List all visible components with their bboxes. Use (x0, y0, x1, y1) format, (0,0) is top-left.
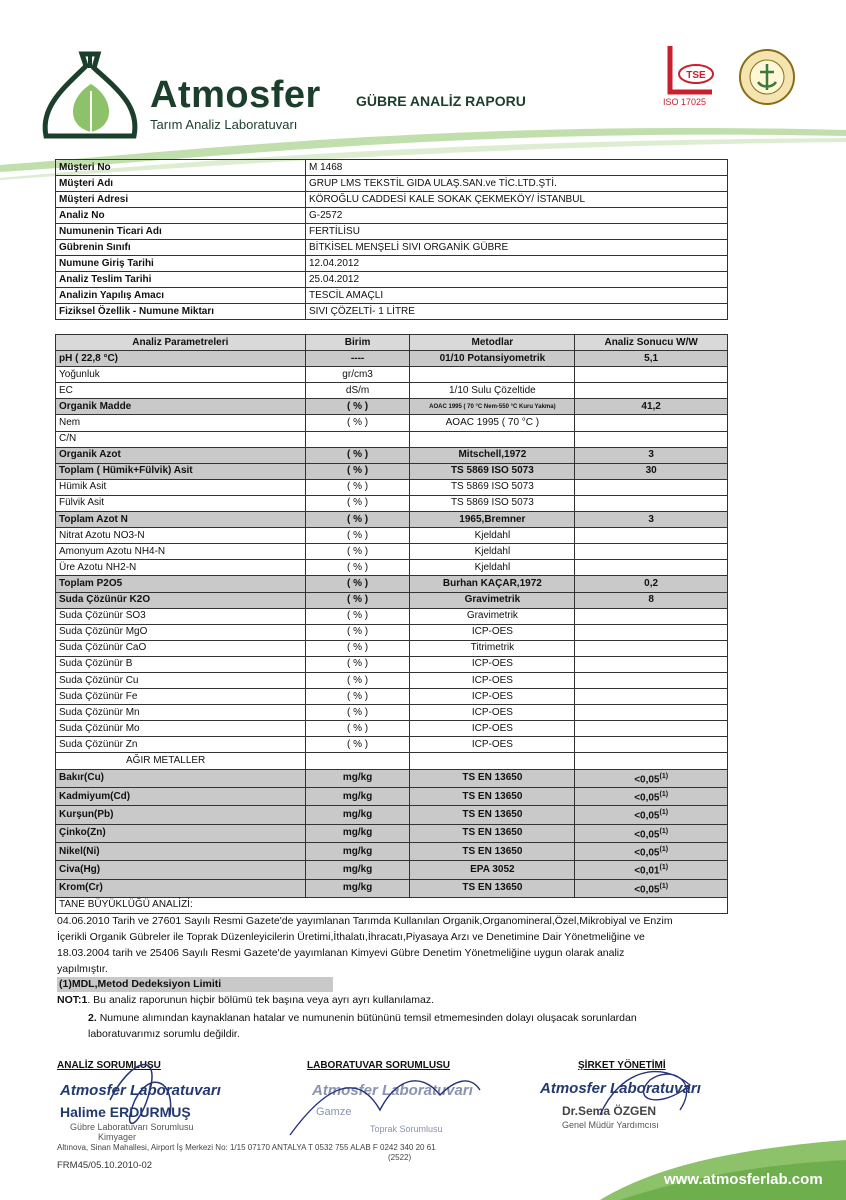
param-cell: Organik Azot (56, 447, 306, 463)
result-cell (575, 824, 728, 842)
unit-cell: mg/kg (305, 824, 410, 842)
param-cell: Organik Madde (56, 399, 306, 415)
result-footnote: (1) (659, 772, 669, 780)
result-cell (575, 705, 728, 721)
company-management-heading: ŞİRKET YÖNETİMİ (578, 1060, 666, 1071)
analysis-row (56, 383, 728, 399)
result-cell (575, 351, 728, 367)
unit-cell: ( % ) (305, 737, 410, 753)
footer-address-2: (2522) (388, 1153, 412, 1162)
result-value: 41,2 (641, 400, 661, 412)
result-cell (575, 656, 728, 672)
analysis-row (56, 463, 728, 479)
unit-cell (305, 431, 410, 447)
analysis-row (56, 753, 728, 769)
unit-cell: ( % ) (305, 495, 410, 511)
method-cell: TS EN 13650 (410, 769, 575, 787)
result-cell (575, 721, 728, 737)
brand-name: Atmosfer (150, 74, 321, 116)
info-value: 25.04.2012 (306, 272, 728, 288)
result-value: <0,01 (634, 865, 660, 877)
info-row (56, 224, 728, 240)
unit-cell: ( % ) (305, 689, 410, 705)
analysis-row (56, 447, 728, 463)
analysis-row (56, 415, 728, 431)
unit-cell: ---- (305, 351, 410, 367)
method-cell: TS EN 13650 (410, 787, 575, 805)
col-header-unit: Birim (305, 335, 410, 351)
analysis-row (56, 576, 728, 592)
info-label: Numune Giriş Tarihi (56, 256, 306, 272)
method-cell: 1/10 Sulu Çözeltide (410, 383, 575, 399)
param-cell: Kadmiyum(Cd) (56, 787, 306, 805)
info-value: G-2572 (306, 208, 728, 224)
info-value: KÖROĞLU CADDESİ KALE SOKAK ÇEKMEKÖY/ İSTANBUL (306, 192, 728, 208)
result-cell (575, 528, 728, 544)
analysis-row (56, 842, 728, 860)
method-cell: TS 5869 ISO 5073 (410, 479, 575, 495)
result-value: <0,05 (634, 810, 660, 822)
analysis-row (56, 721, 728, 737)
result-cell (575, 399, 728, 415)
note-1 (57, 993, 434, 1007)
result-footnote: (1) (659, 827, 669, 835)
param-cell: Toplam Azot N (56, 512, 306, 528)
method-cell: TS 5869 ISO 5073 (410, 463, 575, 479)
result-footnote: (1) (659, 864, 669, 872)
unit-cell: ( % ) (305, 656, 410, 672)
director-name: Dr.Sema ÖZGEN (562, 1104, 657, 1118)
info-label: Müşteri Adresi (56, 192, 306, 208)
method-cell: Burhan KAÇAR,1972 (410, 576, 575, 592)
info-row (56, 304, 728, 320)
analysis-row (56, 689, 728, 705)
info-value: SIVI ÇÖZELTİ- 1 LİTRE (306, 304, 728, 320)
result-cell (575, 842, 728, 860)
analyst-role-2: Kimyager (98, 1132, 137, 1142)
param-cell: AĞIR METALLER (56, 753, 306, 769)
analysis-row (56, 544, 728, 560)
method-cell: ICP-OES (410, 624, 575, 640)
info-label: Analiz Teslim Tarihi (56, 272, 306, 288)
info-row (56, 192, 728, 208)
param-cell: Krom(Cr) (56, 879, 306, 897)
unit-cell: ( % ) (305, 528, 410, 544)
analysis-row (56, 495, 728, 511)
note-1-text: . Bu analiz raporunun hiçbir bölümü tek başına veya ayrı ayrı kullanılamaz. (87, 994, 435, 1006)
regulation-paragraph: 04.06.2010 Tarih ve 27601 Sayılı Resmi Gazete'de yayımlanan Tarımda Kullanılan Organik,Organomineral,Özel,Mikrobiyal ve Enzim İçerikli Organik Gübreler ile Toprak Düzenleyicilerin Üretimi,İthalatı,İhracatı,Piyasaya Arzı ve Denetimine Dair Yönetmeliğine ve 18.03.2004 tarih ve 25406 Sayılı Resmi Gazete'de yayımlanan Kimyevi Gübre Denetim Yönetmeliğine uygun olarak analiz yapılmıştır. (57, 915, 673, 975)
info-row (56, 288, 728, 304)
company-stamp: Atmosfer Laboratuvarı (540, 1080, 701, 1097)
result-cell (575, 689, 728, 705)
method-cell: EPA 3052 (410, 861, 575, 879)
param-cell: Yoğunluk (56, 367, 306, 383)
result-cell (575, 753, 728, 769)
param-cell: Amonyum Azotu NH4-N (56, 544, 306, 560)
info-row (56, 208, 728, 224)
result-cell (575, 512, 728, 528)
analysis-row (56, 705, 728, 721)
info-label: Analiz No (56, 208, 306, 224)
tse-logo-text: TSE (686, 70, 706, 81)
param-cell: pH ( 22,8 °C) (56, 351, 306, 367)
result-cell (575, 495, 728, 511)
analyst-stamp: Atmosfer Laboratuvarı (60, 1082, 221, 1099)
result-cell (575, 806, 728, 824)
param-cell: Suda Çözünür Cu (56, 672, 306, 688)
param-cell: Hümik Asit (56, 479, 306, 495)
param-cell: Fülvik Asit (56, 495, 306, 511)
result-cell (575, 624, 728, 640)
method-cell: ICP-OES (410, 721, 575, 737)
grain-size-row (56, 897, 728, 913)
analysis-row (56, 399, 728, 415)
param-cell: Nikel(Ni) (56, 842, 306, 860)
result-value: 5,1 (644, 352, 659, 364)
analysis-header-row (56, 335, 728, 351)
info-row (56, 272, 728, 288)
analysis-row (56, 431, 728, 447)
result-cell (575, 544, 728, 560)
note-2-label: 2. (88, 1012, 97, 1024)
method-cell: TS EN 13650 (410, 824, 575, 842)
unit-cell: mg/kg (305, 861, 410, 879)
info-label: Gübrenin Sınıfı (56, 240, 306, 256)
result-cell (575, 576, 728, 592)
unit-cell: ( % ) (305, 640, 410, 656)
param-cell: Suda Çözünür Mo (56, 721, 306, 737)
method-cell: Mitschell,1972 (410, 447, 575, 463)
analysis-row (56, 861, 728, 879)
result-footnote: (1) (659, 845, 669, 853)
unit-cell: ( % ) (305, 479, 410, 495)
result-cell (575, 415, 728, 431)
result-cell (575, 592, 728, 608)
param-cell: Toplam ( Hümik+Fülvik) Asit (56, 463, 306, 479)
lab-responsible-heading: LABORATUVAR SORUMLUSU (307, 1060, 450, 1071)
info-value: M 1468 (306, 160, 728, 176)
info-label: Müşteri No (56, 160, 306, 176)
info-label: Müşteri Adı (56, 176, 306, 192)
param-cell: Suda Çözünür CaO (56, 640, 306, 656)
method-cell: ICP-OES (410, 689, 575, 705)
col-header-result: Analiz Sonucu W/W (575, 335, 728, 351)
report-title: GÜBRE ANALİZ RAPORU (356, 93, 526, 109)
footer-address: Altınova, Sinan Mahallesi, Airport İş Merkezi No: 1/15 07170 ANTALYA T 0532 755 ALAB F 0242 340 20 61 (57, 1143, 436, 1152)
unit-cell: mg/kg (305, 787, 410, 805)
method-cell: TS EN 13650 (410, 879, 575, 897)
result-cell (575, 672, 728, 688)
info-value: TESCİL AMAÇLI (306, 288, 728, 304)
param-cell: Toplam P2O5 (56, 576, 306, 592)
param-cell: C/N (56, 431, 306, 447)
result-cell (575, 608, 728, 624)
analysis-row (56, 512, 728, 528)
brand-subtitle: Tarım Analiz Laboratuvarı (150, 117, 298, 132)
result-cell (575, 737, 728, 753)
analysis-row (56, 608, 728, 624)
param-cell: Bakır(Cu) (56, 769, 306, 787)
website-link[interactable]: www.atmosferlab.com (664, 1171, 823, 1188)
info-row (56, 256, 728, 272)
result-cell (575, 560, 728, 576)
ministry-seal-icon (738, 48, 796, 106)
method-cell (410, 431, 575, 447)
info-row (56, 176, 728, 192)
analysis-row (56, 656, 728, 672)
analysis-row (56, 769, 728, 787)
analysis-table (55, 334, 728, 914)
param-cell: Civa(Hg) (56, 861, 306, 879)
unit-cell: gr/cm3 (305, 367, 410, 383)
param-cell: Suda Çözünür Mn (56, 705, 306, 721)
param-cell: EC (56, 383, 306, 399)
info-value: BİTKİSEL MENŞELİ SIVI ORGANİK GÜBRE (306, 240, 728, 256)
method-cell: ICP-OES (410, 656, 575, 672)
unit-cell: ( % ) (305, 447, 410, 463)
unit-cell: mg/kg (305, 879, 410, 897)
tse-cert: ISO 17025 (663, 97, 707, 107)
grain-size-label: TANE BÜYÜKLÜĞÜ ANALİZİ: (56, 897, 728, 913)
method-cell: Kjeldahl (410, 528, 575, 544)
analysis-row (56, 560, 728, 576)
result-cell (575, 787, 728, 805)
result-value: 0,2 (644, 577, 659, 589)
analysis-row (56, 367, 728, 383)
col-header-param: Analiz Parametreleri (56, 335, 306, 351)
param-cell: Kurşun(Pb) (56, 806, 306, 824)
method-cell: TS 5869 ISO 5073 (410, 495, 575, 511)
method-cell: ICP-OES (410, 705, 575, 721)
method-cell: Kjeldahl (410, 560, 575, 576)
method-cell (410, 367, 575, 383)
method-cell: 01/10 Potansiyometrik (410, 351, 575, 367)
analysis-row (56, 824, 728, 842)
method-cell: TS EN 13650 (410, 842, 575, 860)
unit-cell: ( % ) (305, 672, 410, 688)
unit-cell: ( % ) (305, 512, 410, 528)
unit-cell: ( % ) (305, 592, 410, 608)
mdl-note: (1)MDL,Metod Dedeksiyon Limiti (57, 977, 333, 992)
result-value: <0,05 (634, 847, 660, 859)
info-label: Analizin Yapılış Amacı (56, 288, 306, 304)
param-cell: Nem (56, 415, 306, 431)
method-cell: 1965,Bremner (410, 512, 575, 528)
result-cell (575, 861, 728, 879)
unit-cell: mg/kg (305, 806, 410, 824)
form-code: FRM45/05.10.2010-02 (57, 1160, 153, 1171)
param-cell: Nitrat Azotu NO3-N (56, 528, 306, 544)
param-cell: Suda Çözünür Zn (56, 737, 306, 753)
analysis-row (56, 624, 728, 640)
result-cell (575, 463, 728, 479)
info-value: GRUP LMS TEKSTİL GIDA ULAŞ.SAN.ve TİC.LTD.ŞTİ. (306, 176, 728, 192)
info-row (56, 160, 728, 176)
lab-role: Toprak Sorumlusu (370, 1124, 443, 1134)
analysis-row (56, 737, 728, 753)
analysis-responsible-heading: ANALİZ SORUMLUSU (57, 1060, 161, 1071)
result-value: <0,05 (634, 828, 660, 840)
note-1-label: NOT:1 (57, 994, 88, 1006)
unit-cell: ( % ) (305, 705, 410, 721)
method-cell: AOAC 1995 ( 70 °C ) (410, 415, 575, 431)
method-cell: ICP-OES (410, 672, 575, 688)
info-value: 12.04.2012 (306, 256, 728, 272)
unit-cell (305, 753, 410, 769)
note-2 (88, 1010, 688, 1042)
result-cell (575, 447, 728, 463)
unit-cell: ( % ) (305, 560, 410, 576)
unit-cell: mg/kg (305, 769, 410, 787)
analyst-role: Gübre Laboratuvarı Sorumlusu (70, 1122, 194, 1132)
director-role: Genel Müdür Yardımcısı (562, 1120, 659, 1130)
analysis-row (56, 351, 728, 367)
analysis-row (56, 592, 728, 608)
analysis-row (56, 528, 728, 544)
method-cell: Gravimetrik (410, 608, 575, 624)
info-label: Numunenin Ticari Adı (56, 224, 306, 240)
result-footnote: (1) (659, 790, 669, 798)
info-row (56, 240, 728, 256)
analysis-row (56, 806, 728, 824)
note-2-text: Numune alımından kaynaklanan hatalar ve numunenin bütününü temsil etmemesinden dolayı oluşacak sorunlardan laboratuvarımız sorumlu değildir. (88, 1012, 637, 1040)
result-footnote: (1) (659, 809, 669, 817)
result-cell (575, 431, 728, 447)
analyst-name: Halime ERDURMUŞ (60, 1104, 191, 1120)
param-cell: Suda Çözünür Fe (56, 689, 306, 705)
unit-cell: dS/m (305, 383, 410, 399)
result-value: 3 (648, 513, 654, 525)
unit-cell: ( % ) (305, 624, 410, 640)
result-footnote: (1) (659, 882, 669, 890)
method-cell: AOAC 1995 ( 70 °C Nem-550 °C Kuru Yakma) (410, 399, 575, 415)
analysis-row (56, 787, 728, 805)
analysis-row (56, 640, 728, 656)
unit-cell: ( % ) (305, 721, 410, 737)
param-cell: Üre Azotu NH2-N (56, 560, 306, 576)
unit-cell: ( % ) (305, 399, 410, 415)
method-cell: Titrimetrik (410, 640, 575, 656)
info-value: FERTİLİSU (306, 224, 728, 240)
result-cell (575, 879, 728, 897)
analysis-row (56, 479, 728, 495)
unit-cell: ( % ) (305, 608, 410, 624)
customer-info-table (55, 159, 728, 320)
result-cell (575, 367, 728, 383)
result-cell (575, 640, 728, 656)
unit-cell: mg/kg (305, 842, 410, 860)
method-cell: ICP-OES (410, 737, 575, 753)
result-value: 3 (648, 449, 654, 461)
col-header-method: Metodlar (410, 335, 575, 351)
unit-cell: ( % ) (305, 544, 410, 560)
method-cell: Kjeldahl (410, 544, 575, 560)
lab-stamp: Atmosfer Laboratuvarı (312, 1082, 473, 1099)
unit-cell: ( % ) (305, 415, 410, 431)
param-cell: Suda Çözünür K2O (56, 592, 306, 608)
unit-cell: ( % ) (305, 463, 410, 479)
param-cell: Suda Çözünür MgO (56, 624, 306, 640)
analysis-row (56, 672, 728, 688)
method-cell (410, 753, 575, 769)
info-label: Fiziksel Özellik - Numune Miktarı (56, 304, 306, 320)
result-value: <0,05 (634, 773, 660, 785)
analysis-row (56, 879, 728, 897)
param-cell: Suda Çözünür B (56, 656, 306, 672)
result-cell (575, 383, 728, 399)
unit-cell: ( % ) (305, 576, 410, 592)
method-cell: TS EN 13650 (410, 806, 575, 824)
param-cell: Çinko(Zn) (56, 824, 306, 842)
method-cell: Gravimetrik (410, 592, 575, 608)
param-cell: Suda Çözünür SO3 (56, 608, 306, 624)
result-cell (575, 769, 728, 787)
result-value: <0,05 (634, 792, 660, 804)
result-value: <0,05 (634, 883, 660, 895)
lab-name: Gamze (316, 1106, 352, 1118)
result-value: 8 (648, 594, 654, 606)
result-value: 30 (645, 465, 657, 477)
result-cell (575, 479, 728, 495)
